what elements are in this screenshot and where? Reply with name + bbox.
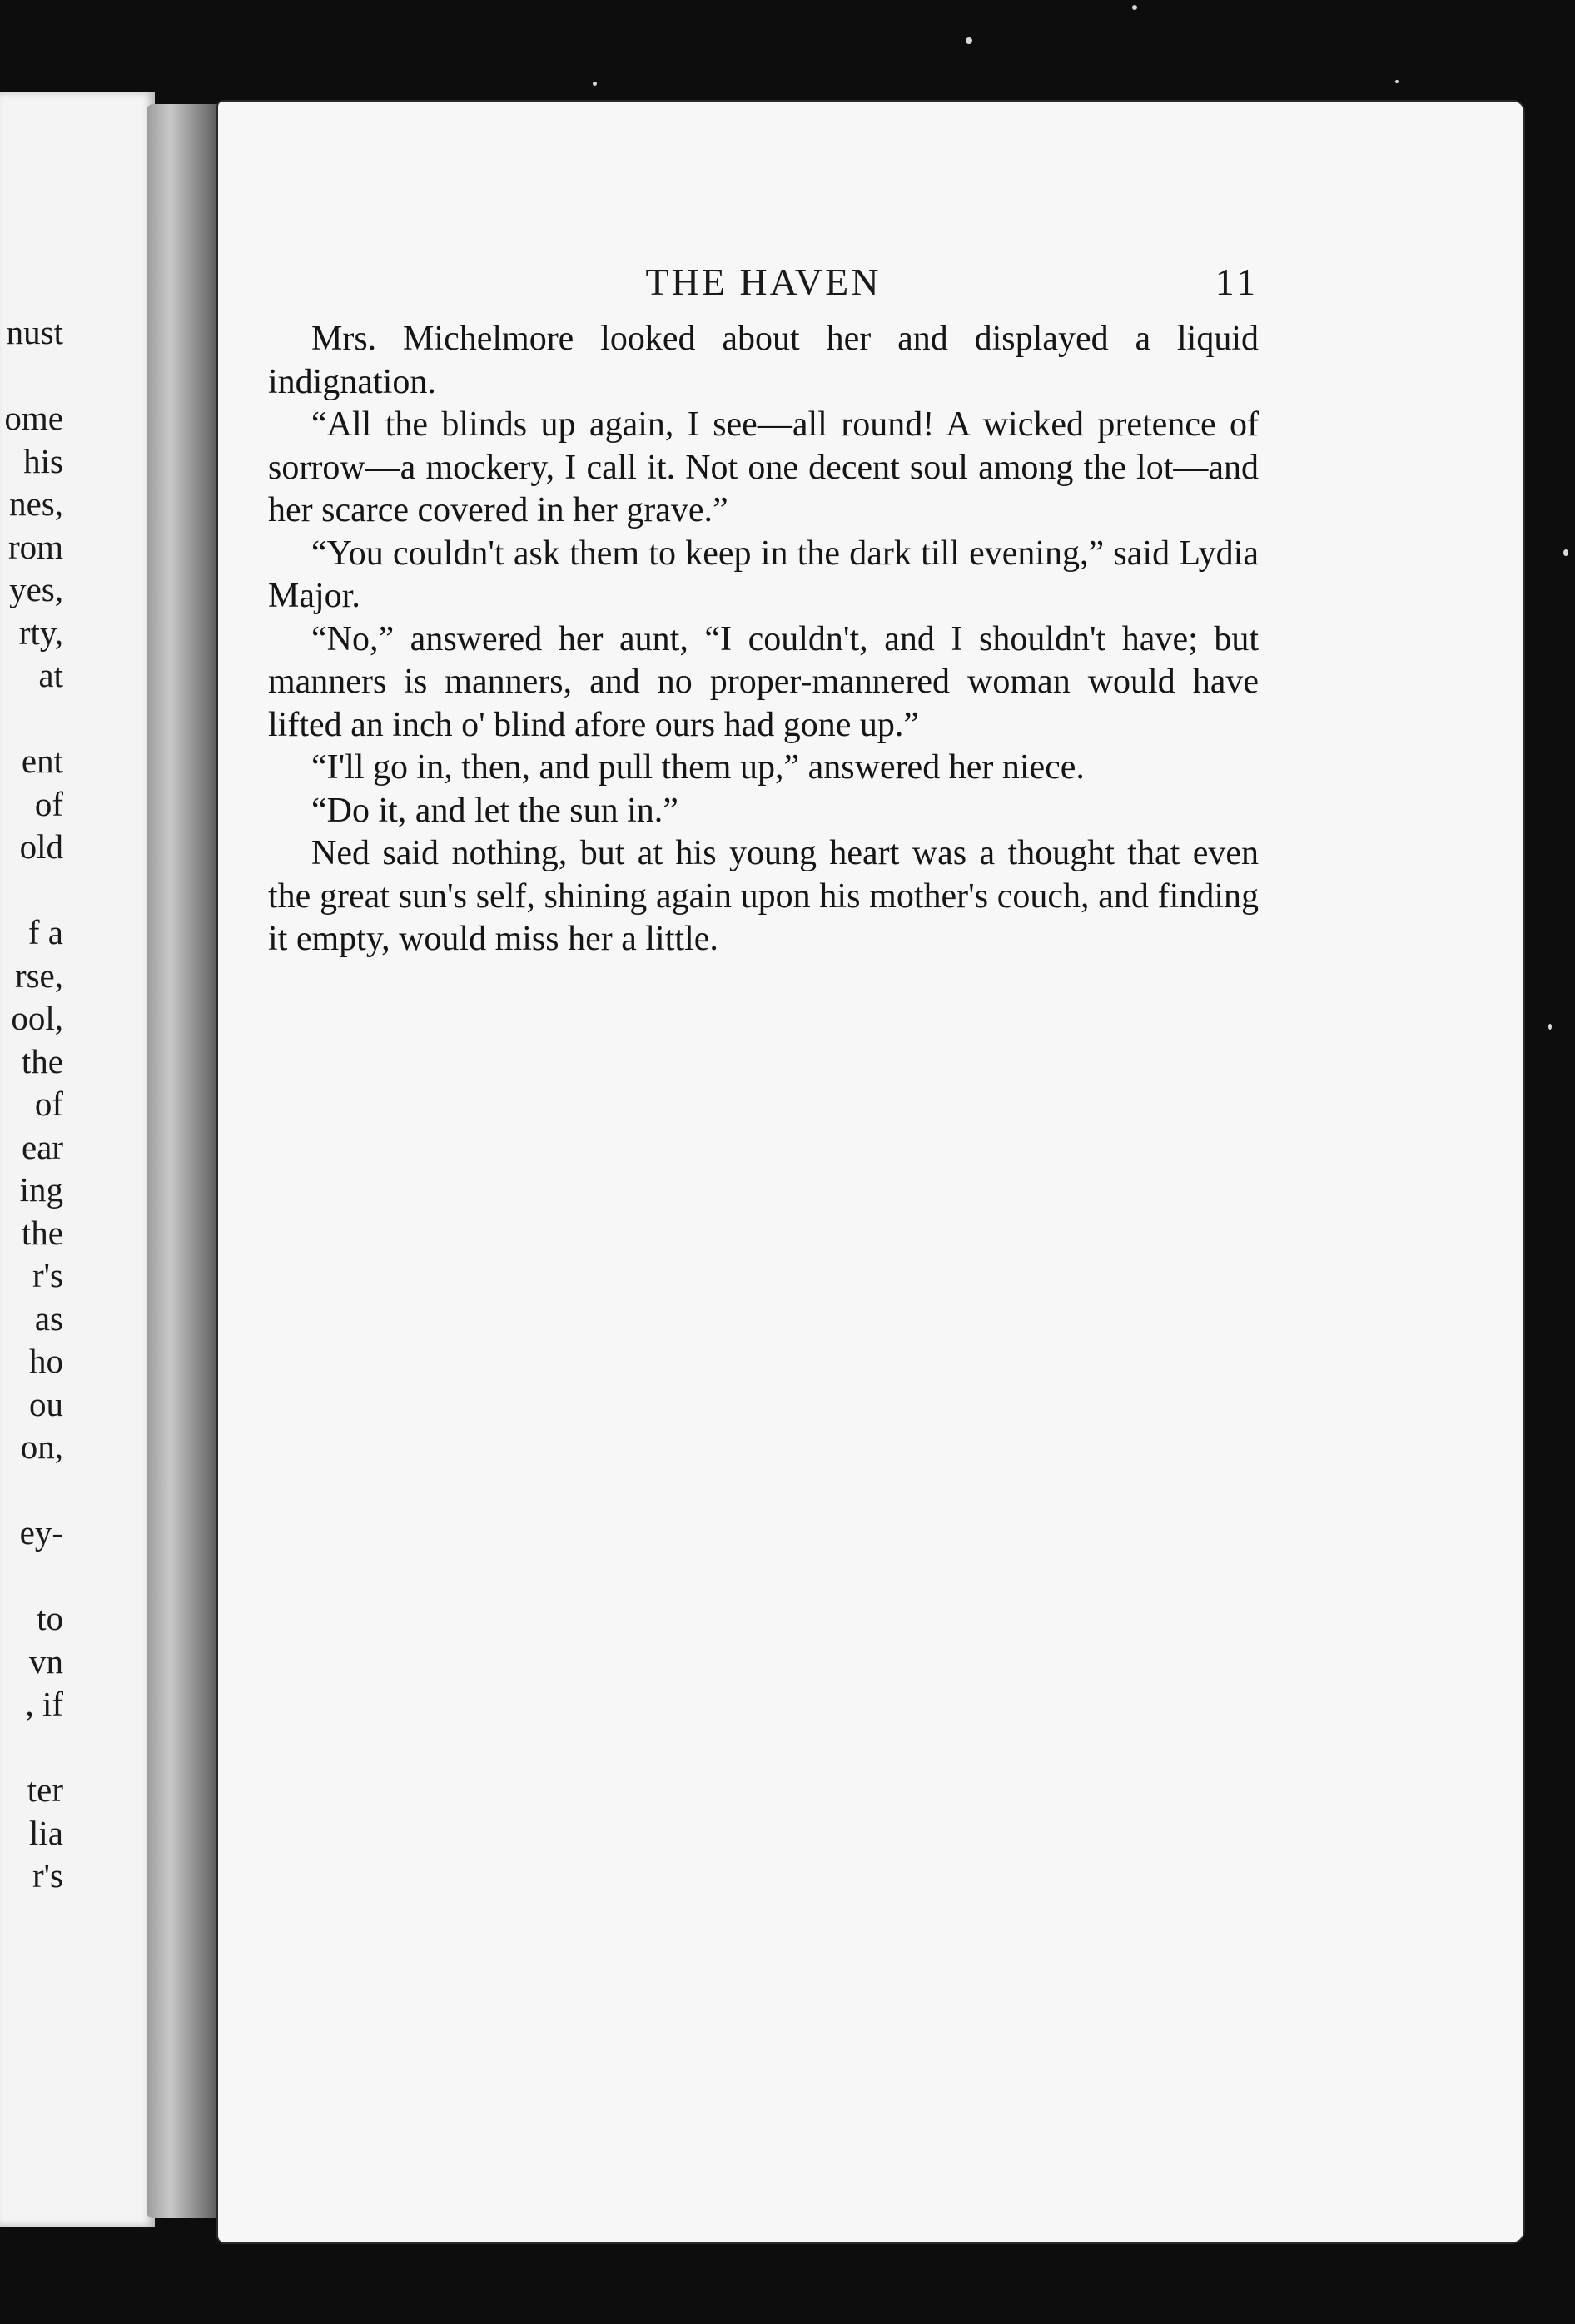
left-page-line: f a <box>27 913 63 951</box>
left-page-line: ome <box>4 399 63 437</box>
scan-speck <box>1395 80 1399 83</box>
left-page-line: nes, <box>9 484 63 523</box>
page-number: 11 <box>1215 261 1259 303</box>
left-page-line: ter <box>27 1770 63 1809</box>
left-page-line: ear <box>21 1127 63 1166</box>
page-content <box>268 260 1259 961</box>
paragraph: “I'll go in, then, and pull them up,” answered her niece. <box>311 748 1085 787</box>
body-text <box>268 318 1259 961</box>
left-page-line: on, <box>20 1428 63 1466</box>
left-page-line: to <box>37 1599 63 1637</box>
left-page-line: vn <box>29 1641 63 1681</box>
left-page-line: lia <box>29 1813 63 1852</box>
left-page-line: rom <box>7 527 63 566</box>
left-page-line: ing <box>19 1170 63 1209</box>
left-page-line: yes, <box>9 570 63 608</box>
left-page-line: old <box>19 827 63 866</box>
left-page-line: ool, <box>11 999 63 1037</box>
running-title: THE HAVEN <box>645 261 882 303</box>
left-page-line: of <box>34 784 63 823</box>
left-page-line: ent <box>21 742 63 780</box>
left-facing-page <box>0 92 155 2227</box>
left-page-line: the <box>21 1213 63 1252</box>
paragraph: “No,” answered her aunt, “I couldn't, and I shouldn't have; but manners is manners, and no proper-mannered woman would have lifted an inch o' blind afore ours had gone up.” <box>268 619 1259 744</box>
scan-speck <box>1132 5 1137 10</box>
left-page-line: ou <box>29 1384 63 1423</box>
right-page <box>218 102 1523 2242</box>
paragraph: Mrs. Michelmore looked about her and displayed a liquid indignation. <box>268 320 1259 401</box>
left-page-line: nust <box>6 313 63 351</box>
book-gutter <box>147 104 226 2218</box>
left-page-line: rty, <box>18 613 63 652</box>
left-page-line: rse, <box>14 956 63 995</box>
running-head <box>268 260 1259 318</box>
scan-speck <box>1563 549 1568 556</box>
paragraph: “Do it, and let the sun in.” <box>311 791 678 830</box>
paragraph: Ned said nothing, but at his young heart was a thought that even the great sun's self, shining again upon his mother's couch, and finding it empty, would miss her a little. <box>268 834 1259 958</box>
left-page-line: ey- <box>19 1513 63 1552</box>
left-page-line: r's <box>32 1856 63 1894</box>
scan-speck <box>593 82 597 86</box>
left-page-line: at <box>38 656 63 694</box>
left-page-line: of <box>34 1085 63 1123</box>
left-page-line: the <box>21 1041 63 1080</box>
left-page-line: his <box>23 441 63 480</box>
left-page-line: as <box>34 1299 63 1338</box>
scan-speck <box>966 37 972 44</box>
left-page-line: ho <box>29 1342 63 1380</box>
left-page-line: , if <box>25 1685 63 1723</box>
scan-speck <box>1548 1024 1552 1030</box>
left-page-text <box>0 92 63 2227</box>
left-page-line: r's <box>32 1256 63 1294</box>
paragraph: “You couldn't ask them to keep in the dark till evening,” said Lydia Major. <box>268 534 1259 615</box>
paragraph: “All the blinds up again, I see—all round! A wicked pretence of sorrow—a mockery, I call it. Not one decent soul among the lot—and her scarce covered in her grave.” <box>268 405 1259 529</box>
